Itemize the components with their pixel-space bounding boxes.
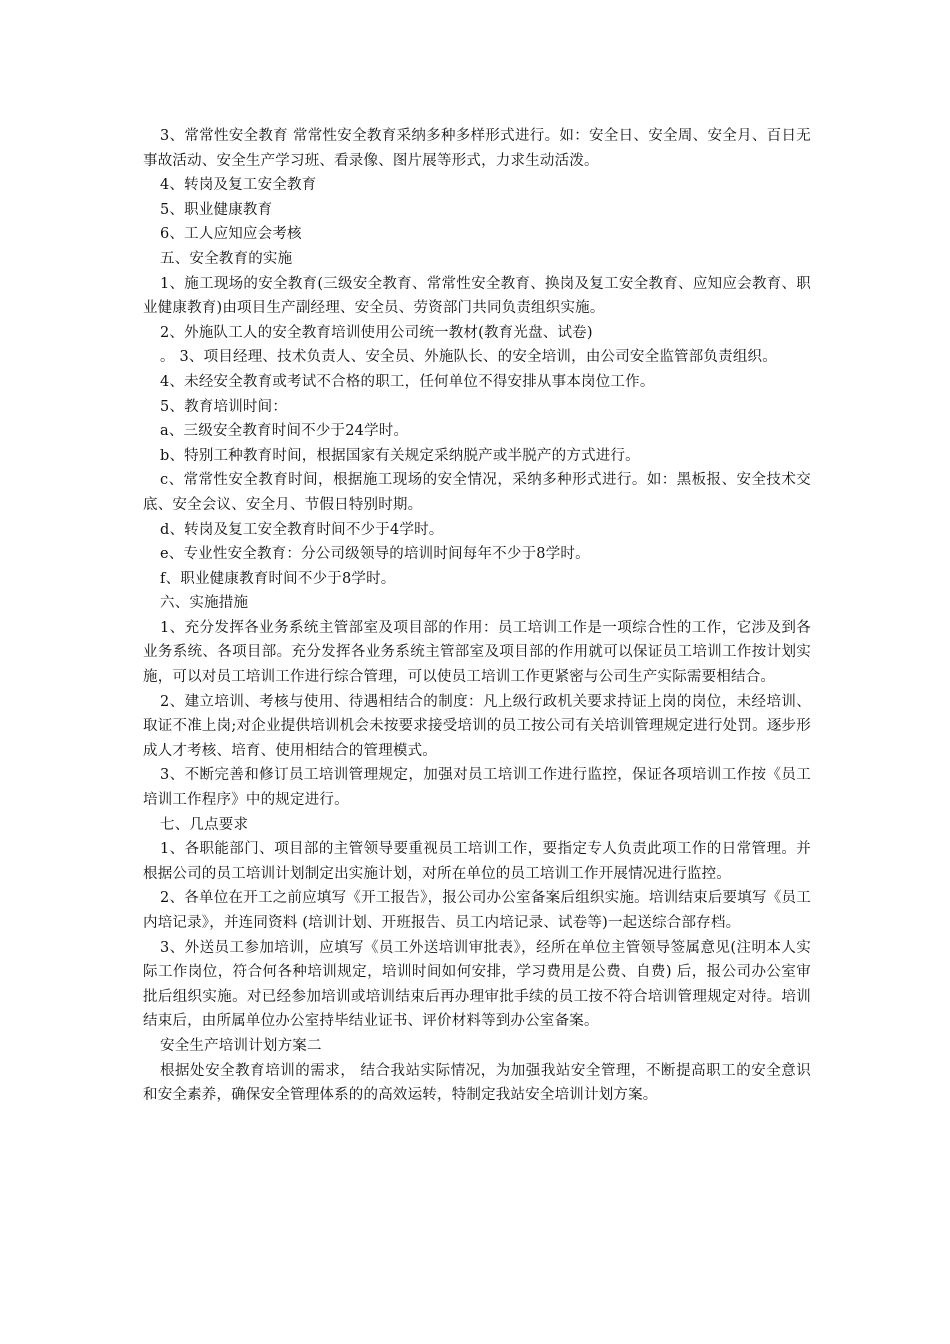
- list-item-f: f、职业健康教育时间不少于8学时。: [160, 570, 396, 587]
- paragraph-implementation-2: 2、外施队工人的安全教育培训使用公司统一教材(教育光盘、试卷): [160, 324, 593, 341]
- paragraph-implementation-1: 1、施工现场的安全教育(三级安全教育、常常性安全教育、换岗及复工安全教育、应知应会教育、职业健康教育)由项目生产副经理、安全员、劳资部门共同负责组织实施。: [143, 275, 811, 317]
- paragraph-measures-1: 1、充分发挥各业务系统主管部室及项目部的作用：员工培训工作是一项综合性的工作，它涉及到各业务系统、各项目部。充分发挥各业务系统主管部室及项目部的作用就可以保证员工培训工作按计划实施，可以对员工培训工作进行综合管理，可以使员工培训工作更紧密与公司生产实际需要相结合。: [143, 619, 811, 686]
- section-heading-6: 六、实施措施: [160, 595, 249, 612]
- paragraph-safety-education-5: 5、职业健康教育: [160, 201, 273, 218]
- plan-two-intro: 根据处安全教育培训的需求， 结合我站实际情况，为加强我站安全管理，不断提高职工的安全意识和安全素养，确保安全管理体系的的高效运转，特制定我站安全培训计划方案。: [143, 1062, 811, 1104]
- paragraph-safety-education-6: 6、工人应知应会考核: [160, 226, 302, 243]
- list-item-e: e、专业性安全教育：分公司级领导的培训时间每年不少于8学时。: [160, 546, 590, 563]
- paragraph-requirements-3: 3、外送员工参加培训，应填写《员工外送培训审批表》，经所在单位主管领导签属意见(注明本人实际工作岗位，符合何各种培训规定，培训时间如何安排，学习费用是公费、自费) 后，报公司办公室审批后组织实施。对已经参加培训或培训结束后再办理审批手续的员工按不符合培训管理规定对待。培训结束后，由所属单位办公室持毕结业证书、评价材料等到办公室备案。: [143, 939, 811, 1030]
- list-item-d: d、转岗及复工安全教育时间不少于4学时。: [160, 521, 444, 538]
- paragraph-requirements-2: 2、各单位在开工之前应填写《开工报告》，报公司办公室备案后组织实施。培训结束后要填写《员工内培记录》，并连同资料 (培训计划、开班报告、员工内培记录、试卷等)一起送综合部存档。: [143, 890, 811, 931]
- section-heading-5: 五、安全教育的实施: [160, 250, 293, 267]
- paragraph-implementation-3: 。 3、项目经理、技术负责人、安全员、外施队长、的安全培训，由公司安全监管部负责组织。: [160, 349, 777, 366]
- paragraph-implementation-5: 5、教育培训时间：: [160, 398, 288, 415]
- paragraph-measures-3: 3、不断完善和修订员工培训管理规定，加强对员工培训工作进行监控，保证各项培训工作按《员工培训工作程序》中的规定进行。: [143, 767, 811, 809]
- paragraph-measures-2: 2、建立培训、考核与使用、待遇相结合的制度：凡上级行政机关要求持证上岗的岗位，未经培训、取证不准上岗;对企业提供培训机会未按要求接受培训的员工按公司有关培训管理规定进行处罚。逐步形成人才考核、培育、使用相结合的管理模式。: [143, 693, 811, 759]
- paragraph-safety-education-3: 3、常常性安全教育 常常性安全教育采纳多种多样形式进行。如：安全日、安全周、安全月、百日无事故活动、安全生产学习班、看录像、图片展等形式，力求生动活泼。: [143, 128, 811, 169]
- list-item-a: a、三级安全教育时间不少于24学时。: [160, 423, 409, 440]
- paragraph-requirements-1: 1、各职能部门、项目部的主管领导要重视员工培训工作，要指定专人负责此项工作的日常管理。并根据公司的员工培训计划制定出实施计划，对所在单位的员工培训工作开展情况进行监控。: [143, 841, 811, 882]
- paragraph-safety-education-4: 4、转岗及复工安全教育: [160, 177, 317, 194]
- list-item-c: c、常常性安全教育时间，根据施工现场的安全情况，采纳多种形式进行。如：黑板报、安全技术交底、安全会议、安全月、节假日特别时期。: [143, 472, 811, 513]
- list-item-b: b、特别工种教育时间，根据国家有关规定采纳脱产或半脱产的方式进行。: [160, 447, 640, 464]
- paragraph-implementation-4: 4、未经安全教育或考试不合格的职工，任何单位不得安排从事本岗位工作。: [160, 373, 655, 390]
- section-heading-7: 七、几点要求: [160, 816, 249, 833]
- document-page: [143, 124, 811, 1108]
- plan-two-title: 安全生产培训计划方案二: [160, 1037, 322, 1054]
